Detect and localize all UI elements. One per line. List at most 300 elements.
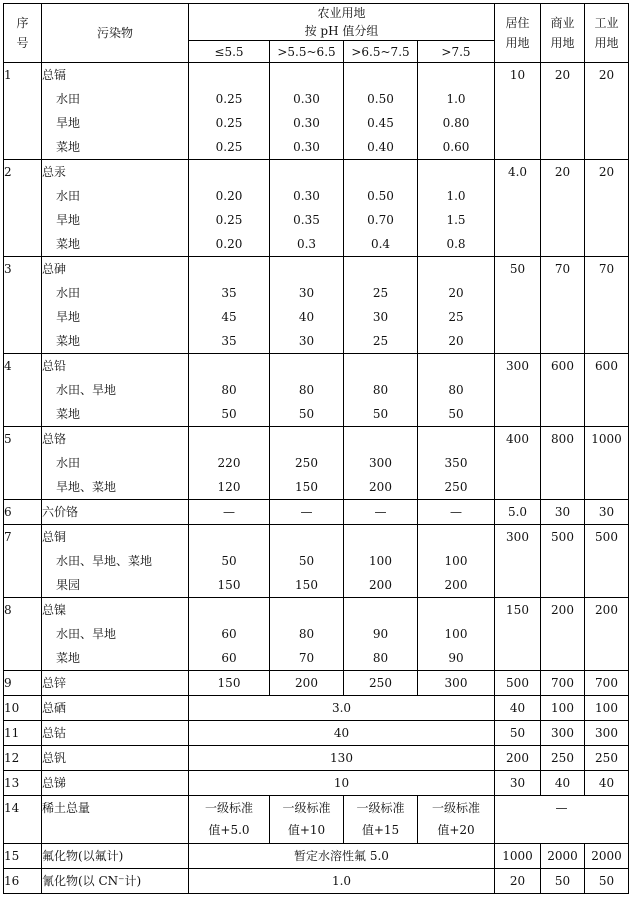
row-number	[4, 746, 42, 771]
cell-line: 总铬	[42, 432, 67, 446]
pollutant-name	[42, 796, 189, 844]
table-row	[4, 796, 629, 844]
cell-line: 1.0	[446, 92, 466, 106]
cell-line: 300	[444, 676, 468, 690]
industrial-value	[585, 721, 629, 746]
merged-value	[189, 746, 495, 771]
table-row	[4, 771, 629, 796]
residential-value	[495, 721, 541, 746]
cell-line: 80	[221, 383, 237, 397]
residential-value	[495, 354, 541, 427]
cell-line: 220	[217, 456, 241, 470]
ph-value	[344, 671, 418, 696]
row-number	[4, 721, 42, 746]
industrial-value	[585, 671, 629, 696]
cell-line: 1000	[591, 432, 622, 446]
header-pollutant: 污染物	[42, 4, 189, 63]
ph-value	[418, 160, 495, 257]
table-row	[4, 869, 629, 894]
cell-line: 150	[295, 578, 318, 592]
pollutant-name	[42, 721, 189, 746]
cell-line: 30	[598, 505, 615, 519]
cell-line: 水田	[56, 189, 81, 203]
cell-line: —	[450, 505, 462, 519]
header-agri: 农业用地	[317, 6, 366, 20]
cell-line: 菜地	[56, 334, 81, 348]
ph-value	[189, 257, 270, 354]
cell-line: 总钒	[42, 751, 67, 765]
cell-line: 2	[4, 165, 12, 179]
residential-value	[495, 160, 541, 257]
industrial-value	[585, 844, 629, 869]
cell-line: 水田	[56, 92, 81, 106]
cell-line: 700	[595, 676, 618, 690]
ph-value	[344, 598, 418, 671]
cell-line: 总锌	[42, 676, 67, 690]
cell-line: 12	[4, 751, 20, 765]
cell-line: —	[223, 505, 235, 519]
cell-line: 90	[372, 627, 389, 641]
cell-line: 7	[4, 530, 12, 544]
ph-value	[189, 500, 270, 525]
cell-line: 800	[551, 432, 574, 446]
cell-line: 200	[369, 578, 392, 592]
cell-line: 50	[221, 407, 237, 421]
cell-line: 80	[372, 651, 389, 665]
row-number	[4, 844, 42, 869]
commercial-value	[541, 746, 585, 771]
cell-line: 0.25	[215, 140, 243, 154]
residential-value	[495, 844, 541, 869]
row-number	[4, 257, 42, 354]
cell-line: 8	[4, 603, 12, 617]
cell-line: 总硒	[42, 701, 67, 715]
residential-value	[495, 63, 541, 160]
table-row	[4, 844, 629, 869]
table-row	[4, 500, 629, 525]
ph-value	[344, 525, 418, 598]
commercial-value	[541, 721, 585, 746]
cell-line: 0.8	[446, 237, 466, 251]
cell-line: 4.0	[507, 165, 528, 179]
merged-value	[189, 771, 495, 796]
cell-line: 50	[298, 554, 315, 568]
cell-line: 1.5	[446, 213, 466, 227]
cell-line: 水田	[56, 456, 81, 470]
cell-line: 40	[333, 726, 350, 740]
cell-line: 旱地、菜地	[56, 480, 117, 494]
cell-line: 30	[298, 334, 315, 348]
industrial-value	[585, 257, 629, 354]
cell-line: 250	[551, 751, 574, 765]
header-residential: 居住 用地	[495, 4, 541, 63]
cell-line: 5.0	[507, 505, 528, 519]
ph-value	[418, 354, 495, 427]
commercial-value	[541, 844, 585, 869]
cell-line: 200	[551, 603, 574, 617]
cell-line: 0.40	[367, 140, 394, 154]
ph-value	[344, 354, 418, 427]
residential-value	[495, 525, 541, 598]
row-number	[4, 869, 42, 894]
cell-line: 30	[509, 776, 526, 790]
ph-value	[418, 63, 495, 160]
cell-line: 500	[506, 676, 529, 690]
cell-line: 0.20	[215, 237, 243, 251]
table-row	[4, 427, 629, 500]
ph-value	[344, 500, 418, 525]
cell-line: 0.25	[215, 92, 243, 106]
cell-line: 11	[4, 726, 20, 740]
cell-line: 250	[295, 456, 318, 470]
cell-line: 250	[369, 676, 392, 690]
cell-line: 40	[298, 310, 315, 324]
cell-line: 1.0	[446, 189, 466, 203]
ph-value	[270, 160, 344, 257]
row-number	[4, 354, 42, 427]
commercial-value	[541, 598, 585, 671]
residential-value	[495, 746, 541, 771]
pollutant-name	[42, 257, 189, 354]
cell-line: 30	[554, 505, 571, 519]
ph-value	[418, 525, 495, 598]
cell-line: 700	[551, 676, 574, 690]
cell-line: 一级标准 值+15	[356, 801, 405, 837]
header-ph-col: >7.5	[418, 41, 495, 63]
ph-value	[189, 598, 270, 671]
cell-line: 6	[4, 505, 12, 519]
cell-line: 100	[444, 627, 468, 641]
cell-line: 50	[598, 874, 615, 888]
cell-line: 150	[506, 603, 529, 617]
ph-value	[418, 257, 495, 354]
header-ph-col: >6.5~7.5	[344, 41, 418, 63]
cell-line: 20	[509, 874, 526, 888]
cell-line: 600	[551, 359, 574, 373]
cell-line: 氟化物(以氟计)	[42, 849, 124, 863]
cell-line: 20	[598, 165, 615, 179]
ph-value	[418, 796, 495, 844]
cell-line: 菜地	[56, 651, 81, 665]
cell-line: 80	[448, 383, 464, 397]
pollutant-name	[42, 160, 189, 257]
table-row	[4, 598, 629, 671]
commercial-value	[541, 869, 585, 894]
commercial-value	[541, 671, 585, 696]
cell-line: 总锑	[42, 776, 67, 790]
cell-line: 水田	[56, 286, 81, 300]
cell-line: 总砷	[42, 262, 67, 276]
ph-value	[189, 160, 270, 257]
cell-line: 2000	[591, 849, 622, 863]
soil-standard-table	[3, 3, 629, 894]
cell-line: 3.0	[331, 701, 352, 715]
ph-value	[418, 427, 495, 500]
ph-value	[270, 63, 344, 160]
ph-value	[344, 427, 418, 500]
pollutant-name	[42, 525, 189, 598]
cell-line: 9	[4, 676, 12, 690]
commercial-value	[541, 525, 585, 598]
cell-line: —	[374, 505, 387, 519]
table-row	[4, 671, 629, 696]
pollutant-name	[42, 844, 189, 869]
cell-line: 200	[295, 676, 318, 690]
pollutant-name	[42, 500, 189, 525]
cell-line: 150	[217, 676, 241, 690]
residential-value	[495, 500, 541, 525]
row-number	[4, 500, 42, 525]
row-number	[4, 671, 42, 696]
cell-line: 20	[598, 68, 615, 82]
ph-value	[270, 427, 344, 500]
cell-line: 150	[217, 578, 241, 592]
cell-line: 25	[448, 310, 464, 324]
cell-line: 0.30	[293, 116, 320, 130]
cell-line: 35	[221, 334, 237, 348]
cell-line: 100	[369, 554, 392, 568]
cell-line: 130	[330, 751, 353, 765]
cell-line: 总铅	[42, 359, 67, 373]
ph-value	[270, 500, 344, 525]
cell-line: 300	[595, 726, 618, 740]
pollutant-name	[42, 598, 189, 671]
ph-value	[270, 598, 344, 671]
land-merged-value	[495, 796, 629, 844]
cell-line: 20	[448, 334, 464, 348]
cell-line: 50	[509, 262, 526, 276]
cell-line: 150	[295, 480, 318, 494]
cell-line: 100	[551, 701, 574, 715]
merged-value	[189, 696, 495, 721]
commercial-value	[541, 354, 585, 427]
ph-value	[418, 500, 495, 525]
cell-line: 总镉	[42, 68, 67, 82]
pollutant-name	[42, 869, 189, 894]
cell-line: 500	[551, 530, 574, 544]
commercial-value	[541, 500, 585, 525]
cell-line: 0.30	[293, 140, 320, 154]
cell-line: 0.50	[367, 92, 394, 106]
cell-line: 50	[298, 407, 315, 421]
cell-line: 水田、旱地、菜地	[56, 554, 153, 568]
cell-line: 300	[506, 530, 529, 544]
cell-line: —	[300, 505, 313, 519]
cell-line: 氰化物(以 CN⁻计)	[42, 874, 142, 888]
cell-line: 0.70	[367, 213, 394, 227]
cell-line: 果园	[56, 578, 81, 592]
commercial-value	[541, 771, 585, 796]
header-seq: 序 号	[4, 4, 42, 63]
cell-line: 0.35	[293, 213, 320, 227]
cell-line: 10	[509, 68, 526, 82]
commercial-value	[541, 696, 585, 721]
ph-value	[418, 671, 495, 696]
row-number	[4, 771, 42, 796]
header-ph-col: ≤5.5	[189, 41, 270, 63]
cell-line: 30	[298, 286, 315, 300]
cell-line: 旱地	[56, 213, 81, 227]
ph-value	[418, 598, 495, 671]
cell-line: 40	[554, 776, 571, 790]
pollutant-name	[42, 771, 189, 796]
ph-value	[270, 525, 344, 598]
cell-line: 50	[448, 407, 464, 421]
cell-line: 60	[221, 627, 237, 641]
ph-value	[189, 63, 270, 160]
cell-line: 一级标准 值+5.0	[204, 801, 253, 837]
cell-line: 15	[4, 849, 20, 863]
industrial-value	[585, 525, 629, 598]
residential-value	[495, 257, 541, 354]
row-number	[4, 696, 42, 721]
cell-line: 20	[554, 68, 571, 82]
header-ph-col: >5.5~6.5	[270, 41, 344, 63]
industrial-value	[585, 427, 629, 500]
cell-line: 总钴	[42, 726, 67, 740]
cell-line: 50	[509, 726, 526, 740]
cell-line: 0.60	[442, 140, 470, 154]
cell-line: 20	[554, 165, 571, 179]
industrial-value	[585, 500, 629, 525]
cell-line: 0.3	[296, 237, 317, 251]
table-row	[4, 696, 629, 721]
row-number	[4, 63, 42, 160]
row-number	[4, 796, 42, 844]
header-ph-group: 按 pH 值分组	[304, 24, 379, 38]
industrial-value	[585, 869, 629, 894]
ph-value	[189, 796, 270, 844]
cell-line: 50	[221, 554, 237, 568]
cell-line: 一级标准 值+10	[282, 801, 331, 837]
cell-line: 菜地	[56, 237, 81, 251]
cell-line: 70	[554, 262, 571, 276]
table-row	[4, 721, 629, 746]
residential-value	[495, 696, 541, 721]
cell-line: 16	[4, 874, 20, 888]
cell-line: 总铜	[42, 530, 67, 544]
cell-line: 90	[448, 651, 464, 665]
cell-line: 600	[595, 359, 618, 373]
cell-line: 300	[369, 456, 392, 470]
row-number	[4, 427, 42, 500]
table-row	[4, 63, 629, 160]
cell-line: 暂定水溶性氟 5.0	[294, 849, 389, 863]
header-commercial: 商业 用地	[541, 4, 585, 63]
cell-line: 400	[506, 432, 529, 446]
cell-line: 菜地	[56, 407, 81, 421]
industrial-value	[585, 63, 629, 160]
cell-line: 40	[598, 776, 615, 790]
cell-line: 0.45	[367, 116, 394, 130]
cell-line: 300	[506, 359, 529, 373]
cell-line: 10	[4, 701, 20, 715]
cell-line: 350	[444, 456, 468, 470]
cell-line: 0.30	[293, 92, 320, 106]
ph-value	[270, 671, 344, 696]
cell-line: 30	[372, 310, 389, 324]
cell-line: 菜地	[56, 140, 81, 154]
industrial-value	[585, 771, 629, 796]
table-row	[4, 746, 629, 771]
pollutant-name	[42, 354, 189, 427]
cell-line: 80	[298, 383, 315, 397]
cell-line: 200	[595, 603, 618, 617]
residential-value	[495, 598, 541, 671]
cell-line: 1	[4, 68, 12, 82]
cell-line: 水田、旱地	[56, 627, 117, 641]
cell-line: 20	[448, 286, 464, 300]
ph-value	[270, 796, 344, 844]
cell-line: 0.20	[215, 189, 243, 203]
merged-value	[189, 721, 495, 746]
cell-line: 40	[509, 701, 526, 715]
cell-line: 总镍	[42, 603, 67, 617]
industrial-value	[585, 696, 629, 721]
cell-line: 100	[595, 701, 618, 715]
cell-line: 总汞	[42, 165, 67, 179]
merged-value	[189, 844, 495, 869]
merged-value	[189, 869, 495, 894]
table-row	[4, 160, 629, 257]
residential-value	[495, 869, 541, 894]
cell-line: 0.25	[215, 116, 243, 130]
commercial-value	[541, 160, 585, 257]
header-agri-group	[189, 4, 495, 41]
cell-line: 60	[221, 651, 237, 665]
ph-value	[344, 796, 418, 844]
pollutant-name	[42, 63, 189, 160]
cell-line: 1000	[502, 849, 533, 863]
cell-line: 0.4	[370, 237, 391, 251]
cell-line: 稀土总量	[42, 801, 91, 815]
row-number	[4, 598, 42, 671]
cell-line: 0.25	[215, 213, 243, 227]
ph-value	[270, 257, 344, 354]
cell-line: 13	[4, 776, 20, 790]
cell-line: 0.30	[293, 189, 320, 203]
cell-line: 100	[444, 554, 468, 568]
cell-line: 10	[333, 776, 350, 790]
ph-value	[189, 354, 270, 427]
cell-line: 旱地	[56, 310, 81, 324]
ph-value	[344, 257, 418, 354]
residential-value	[495, 671, 541, 696]
ph-value	[344, 160, 418, 257]
cell-line: 50	[554, 874, 571, 888]
cell-line: 120	[217, 480, 241, 494]
pollutant-name	[42, 696, 189, 721]
ph-value	[189, 525, 270, 598]
header-industrial: 工业 用地	[585, 4, 629, 63]
cell-line: 35	[221, 286, 237, 300]
cell-line: 14	[4, 801, 20, 815]
ph-value	[344, 63, 418, 160]
cell-line: 200	[369, 480, 392, 494]
cell-line: 50	[372, 407, 389, 421]
table-row	[4, 257, 629, 354]
residential-value	[495, 427, 541, 500]
cell-line: 0.50	[367, 189, 394, 203]
cell-line: 200	[506, 751, 529, 765]
cell-line: 250	[595, 751, 618, 765]
industrial-value	[585, 160, 629, 257]
cell-line: 4	[4, 359, 12, 373]
pollutant-name	[42, 427, 189, 500]
industrial-value	[585, 746, 629, 771]
cell-line: 80	[372, 383, 389, 397]
table-row	[4, 525, 629, 598]
